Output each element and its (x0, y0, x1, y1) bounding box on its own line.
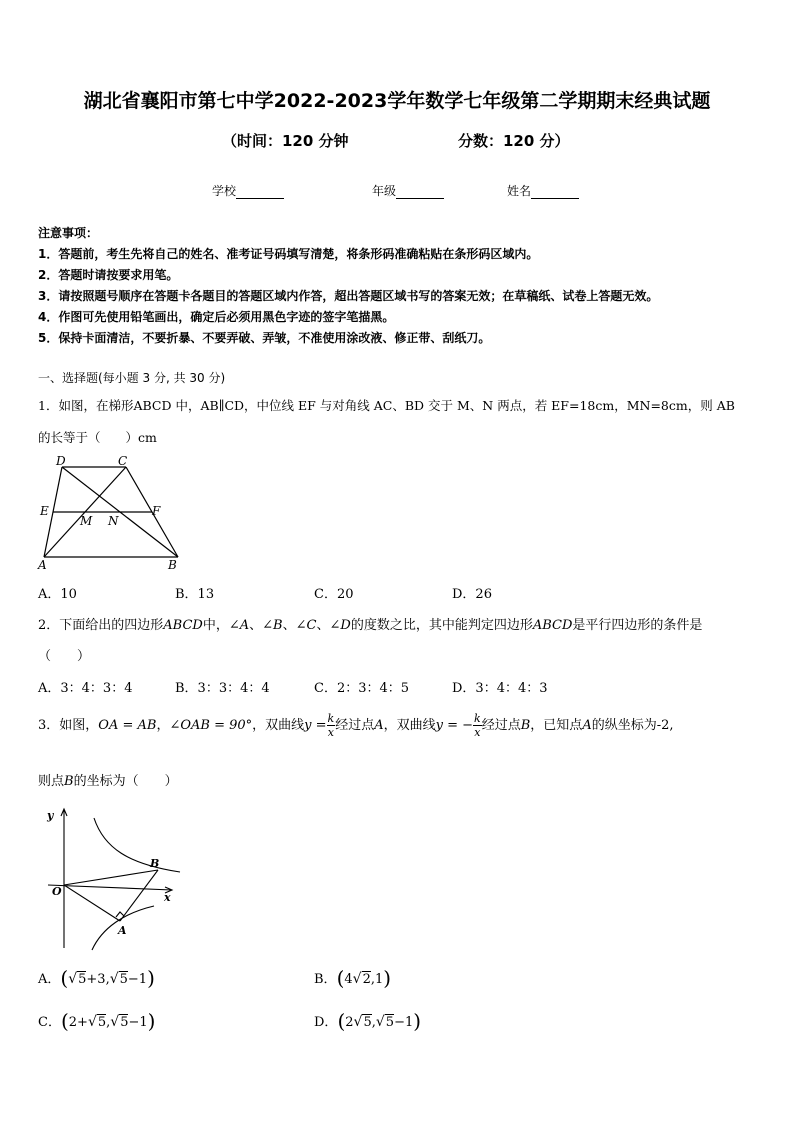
grade-field (372, 182, 444, 199)
radicand: 5 (385, 1015, 395, 1030)
q3-option-c[interactable] (38, 1009, 155, 1033)
q2-sep: 、∠ (316, 618, 341, 633)
q3-option-a[interactable] (38, 966, 155, 990)
name-field (507, 182, 579, 199)
notice-item: 4．作图可先使用铅笔画出，确定后必须用黑色字迹的签字笔描黑。 (38, 310, 395, 324)
q2-text-line1 (38, 614, 702, 633)
notice-heading: 注意事项： (38, 226, 99, 240)
frac-den: x (327, 726, 334, 739)
paren: ) (147, 966, 155, 990)
name-blank[interactable] (531, 186, 579, 199)
q3-cond-oa-ab: OA = AB (98, 718, 157, 733)
segment-ob (64, 870, 158, 885)
q3-point-b: B (64, 774, 74, 789)
q2-angle-a: A (239, 618, 250, 633)
q3-text-line1 (38, 712, 674, 740)
q2-sep: 、∠ (249, 618, 274, 633)
q3-text: 经过点 (335, 718, 375, 733)
radicand: 5 (78, 972, 87, 987)
q1-option-a[interactable]: A．10 (38, 587, 77, 602)
option-text: +3, (86, 972, 110, 987)
q2-angle-d: D (340, 618, 351, 633)
right-angle-mark (116, 912, 124, 917)
label-d: D (56, 454, 66, 468)
radicand: 5 (363, 1015, 372, 1030)
exam-score: 分数：120 分） (458, 132, 570, 150)
q3-option-d[interactable] (314, 1009, 421, 1033)
option-label: B． (314, 972, 337, 987)
school-label: 学校 (212, 184, 237, 198)
q2-abcd: ABCD (532, 618, 573, 633)
label-x: x (164, 891, 171, 904)
q2-option-a[interactable]: A．3：4：3：4 (38, 681, 133, 696)
option-text: 2+ (68, 1015, 88, 1030)
option-text: −1 (394, 1015, 414, 1030)
sqrt-icon: √ (68, 971, 78, 987)
q3-frac-k-x (327, 712, 336, 739)
segment-oa (64, 885, 120, 921)
q3-point-b: B (520, 718, 531, 733)
option-text: , (371, 1015, 376, 1030)
option-text: 4 (344, 972, 353, 987)
paren: ( (60, 1009, 69, 1033)
label-y: y (47, 809, 54, 822)
option-text: 2 (345, 1015, 354, 1030)
label-e: E (40, 504, 49, 518)
exam-time: （时间：120 分钟 (222, 132, 349, 150)
segment-ab (120, 870, 158, 921)
q3-point-a: A (582, 718, 592, 733)
q2-angle-c: C (306, 618, 317, 633)
hyperbola-positive (94, 818, 180, 872)
frac-den: x (474, 726, 481, 739)
sqrt-icon: √ (352, 971, 362, 987)
sqrt-icon: √ (87, 1014, 97, 1030)
paren: ) (147, 1009, 156, 1033)
notice-item: 1．答题前，考生先将自己的姓名、准考证号码填写清楚，将条形码准确粘贴在条形码区域内。 (38, 247, 539, 261)
q2-option-d[interactable]: D．3：4：4：3 (452, 681, 548, 696)
q3-text: 3．如图， (38, 718, 99, 733)
radicand: 5 (119, 972, 128, 987)
q2-option-b[interactable]: B．3：3：4：4 (175, 681, 270, 696)
q1-option-c[interactable]: C．20 (314, 587, 354, 602)
q2-text: 是平行四边形的条件是 (572, 618, 703, 633)
option-text: −1 (128, 1015, 148, 1030)
name-label: 姓名 (507, 184, 532, 198)
school-blank[interactable] (236, 186, 284, 199)
q3-cond-angle: ∠OAB = 90° (169, 718, 253, 733)
grade-blank[interactable] (396, 186, 444, 199)
paren: ) (383, 966, 392, 990)
q3-text: 经过点 (481, 718, 521, 733)
sqrt-icon: √ (353, 1014, 363, 1030)
sqrt-icon: √ (109, 971, 119, 987)
exam-title: 湖北省襄阳市第七中学2022-2023学年数学七年级第二学期期末经典试题 (83, 90, 711, 112)
label-n: N (108, 514, 119, 528)
q3-frac-k-x (473, 712, 482, 739)
option-label: A． (38, 972, 61, 987)
label-m: M (80, 514, 93, 528)
sqrt-icon: √ (110, 1014, 120, 1030)
q2-option-c[interactable]: C．2：3：4：5 (314, 681, 410, 696)
q2-sep: 、∠ (282, 618, 307, 633)
option-text: −1 (127, 972, 148, 987)
radicand: 2 (362, 972, 371, 987)
paren: ( (337, 1009, 346, 1033)
frac-num: k (327, 712, 335, 725)
q3-y-eq-neg: y = − (435, 718, 474, 733)
q3-text: ，已知点 (530, 718, 583, 733)
paren: ( (60, 966, 69, 990)
label-a: A (118, 924, 127, 937)
x-axis (48, 885, 172, 890)
notice-item: 2．答题时请按要求用笔。 (38, 268, 179, 282)
q3-hyperbola-figure (40, 798, 182, 953)
label-b: B (150, 857, 160, 870)
section-title: 一、选择题(每小题 3 分, 共 30 分) (38, 371, 226, 385)
q3-text: 的纵坐标为-2, (591, 718, 674, 733)
q2-abcd: ABCD (163, 618, 203, 633)
radicand: 5 (120, 1015, 129, 1030)
option-label: D． (314, 1015, 338, 1030)
label-f: F (152, 504, 161, 518)
paren: ( (336, 966, 345, 990)
q2-text: 中，∠ (202, 618, 240, 633)
option-text: ,1 (370, 972, 384, 987)
q3-text: ， (156, 718, 170, 733)
q3-text: 的坐标为（ ） (73, 774, 178, 789)
q2-text: 2．下面给出的四边形 (38, 618, 164, 633)
notice-item: 5．保持卡面清洁，不要折暴、不要弄破、弄皱，不准使用涂改液、修正带、刮纸刀。 (38, 331, 491, 345)
q2-text-line2: （ ） (38, 649, 91, 664)
q3-text: ，双曲线 (252, 718, 305, 733)
q3-y-eq: y = (304, 718, 327, 733)
q2-text: 的度数之比，其中能判定四边形 (350, 618, 533, 633)
option-text: , (106, 1015, 111, 1030)
q1-option-d[interactable]: D．26 (452, 587, 492, 602)
grade-label: 年级 (372, 184, 397, 198)
notice-item: 3．请按照题号顺序在答题卡各题目的答题区域内作答，超出答题区域书写的答案无效；在草稿纸、试卷上答题无效。 (38, 289, 659, 303)
q1-trapezoid-figure (36, 452, 186, 572)
label-c: C (118, 454, 128, 468)
sqrt-icon: √ (375, 1014, 385, 1030)
school-field (212, 182, 284, 199)
q2-angle-b: B (273, 618, 283, 633)
q3-text: 则点 (38, 774, 65, 789)
q3-text: ，双曲线 (383, 718, 436, 733)
q1-text-line2: 的长等于（ ）cm (38, 430, 157, 445)
q3-text-line2 (38, 770, 178, 789)
q1-text-line1: 1．如图，在梯形ABCD 中，AB∥CD，中位线 EF 与对角线 AC、BD 交于 M、N 两点，若 EF=18cm，MN=8cm，则 AB (38, 398, 735, 413)
radicand: 5 (97, 1015, 107, 1030)
option-label: C． (38, 1015, 61, 1030)
q3-option-b[interactable] (314, 966, 391, 990)
q1-option-b[interactable]: B．13 (175, 587, 215, 602)
frac-num: k (474, 712, 481, 725)
label-o: O (52, 885, 62, 898)
q3-point-a: A (374, 718, 384, 733)
label-b: B (168, 558, 177, 572)
paren: ) (413, 1009, 422, 1033)
label-a: A (38, 558, 47, 572)
